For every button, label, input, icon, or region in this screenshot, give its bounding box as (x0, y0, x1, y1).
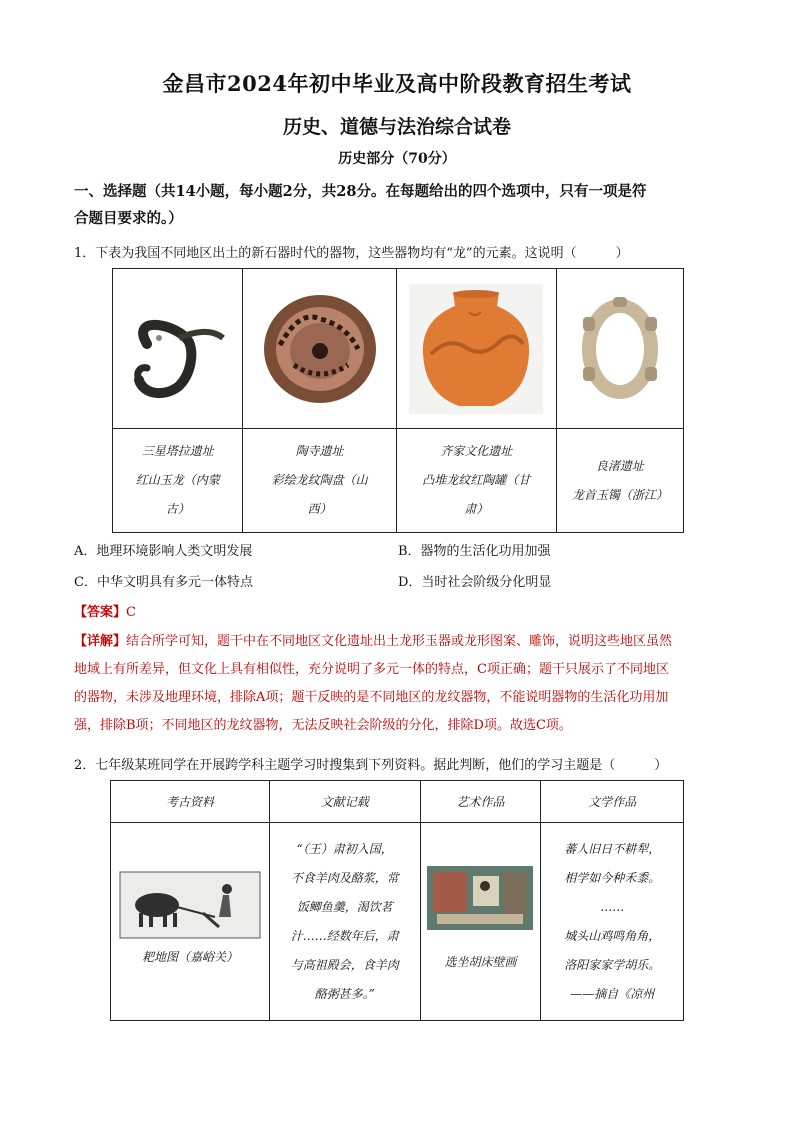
q2-archaeology-caption: 耙地图（嘉峪关） (141, 950, 238, 964)
q2-archaeology-cell (111, 823, 270, 1021)
q1-option-d[interactable]: D．当时社会阶级分化明显 (398, 575, 552, 590)
artifact-cell-4 (556, 269, 683, 429)
exam-subtitle: 历史、道德与法治综合试卷 (282, 116, 511, 138)
artifact-caption-1: 三星塔拉遗址 红山玉龙（内蒙 古） (113, 429, 243, 533)
jade-bracelet-icon (575, 293, 665, 405)
detail-line-4: 强，排除B项；不同地区的龙纹器物，无法反映社会阶级的分化，排除D项。故选C项。 (74, 718, 572, 733)
q1-detail (74, 628, 724, 740)
section-heading (74, 178, 734, 232)
artifact-caption-3: 齐家文化遗址 凸堆龙纹红陶罐（甘 肃） (396, 429, 556, 533)
q1-artifact-table (112, 268, 684, 533)
q2-header-art: 艺术作品 (420, 781, 541, 823)
artifact-caption-2: 陶寺遗址 彩绘龙纹陶盘（山 西） (243, 429, 396, 533)
q1-option-a[interactable]: A．地理环境影响人类文明发展 (74, 544, 253, 559)
q2-literature-cell: “（王）肃初入国， 不食羊肉及酪浆，常 饭鲫鱼羹，渴饮茗 汁……经数年后，肃 与高祖殿会，食羊肉 酪粥甚多。” (269, 823, 420, 1021)
artifact-caption-4: 良渚遗址 龙首玉镯（浙江） (556, 429, 683, 533)
q2-source-table (110, 780, 684, 1021)
question-2-stem: 2．七年级某班同学在开展跨学科主题学习时搜集到下列资料。据此判断，他们的学习主题是（ ） (74, 758, 668, 773)
q1-option-b[interactable]: B．器物的生活化功用加强 (398, 544, 551, 559)
artifact-cell-2 (243, 269, 396, 429)
q2-literary-cell: 蕃人旧日不耕犁， 相学如今种禾黍。 …… 城头山鸡鸣角角， 洛阳家家学胡乐。 ——摘自《凉州 (541, 823, 684, 1021)
q1-answer (74, 601, 136, 620)
q2-art-caption: 选坐胡床壁画 (444, 955, 517, 969)
q2-header-literary-work: 文学作品 (541, 781, 684, 823)
answer-value: C (126, 605, 136, 620)
jade-dragon-icon (119, 294, 237, 404)
painted-plate-icon (260, 289, 380, 409)
q2-header-archaeology: 考古资料 (111, 781, 270, 823)
section-heading-line1: 一、选择题（共14小题，每小题2分，共28分。在每题给出的四个选项中，只有一项是符 (74, 183, 647, 200)
mural-hu-bed-icon (427, 866, 533, 930)
detail-line-1: 结合所学可知，题干中在不同地区文化遗址出土龙形玉器或龙形图案、雕饰，说明这些地区虽然 (126, 634, 673, 649)
pottery-jar-icon (409, 284, 543, 414)
exam-part: 历史部分（70分） (338, 151, 456, 167)
q1-option-c[interactable]: C．中华文明具有多元一体特点 (74, 575, 253, 590)
q2-header-literature-record: 文献记载 (269, 781, 420, 823)
plowing-mural-icon (119, 871, 261, 939)
question-1-stem: 1．下表为我国不同地区出土的新石器时代的器物，这些器物均有“龙”的元素。这说明（ ） (74, 246, 629, 261)
detail-tag: 【详解】 (74, 634, 127, 649)
exam-title: 金昌市2024年初中毕业及高中阶段教育招生考试 (162, 71, 632, 96)
detail-line-2: 地域上有所差异，但文化上具有相似性，充分说明了多元一体的特点，C项正确；题干只展示了不同地区 (74, 662, 669, 677)
detail-line-3: 的器物，未涉及地理环境，排除A项；题干反映的是不同地区的龙纹器物，不能说明器物的生活化功用加 (74, 690, 669, 705)
answer-tag: 【答案】 (74, 605, 127, 620)
section-heading-line2: 合题目要求的。） (74, 210, 183, 227)
artifact-cell-1 (113, 269, 243, 429)
artifact-cell-3 (396, 269, 556, 429)
q2-art-cell (420, 823, 541, 1021)
